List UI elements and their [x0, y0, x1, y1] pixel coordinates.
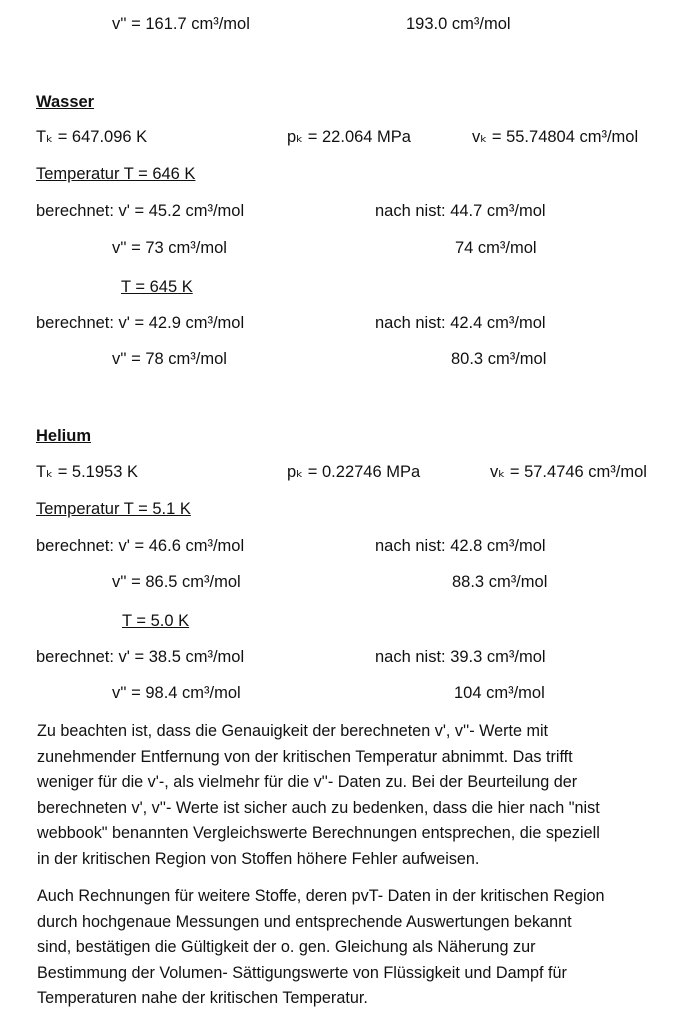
paragraph-validation-note [37, 884, 679, 1012]
wasser-temp2-label: T = 645 K [121, 278, 193, 296]
paragraph-line: Bestimmung der Volumen- Sättigungswerte von Flüssigkeit und Dampf für [37, 963, 567, 982]
paragraph-line: webbook" benannten Vergleichswerte Berechnungen entsprechen, die speziell [37, 824, 600, 843]
paragraph-line: durch hochgenaue Messungen und entsprechende Auswertungen bekannt [37, 912, 572, 931]
paragraph-line: sind, bestätigen die Gültigkeit der o. gen. Gleichung als Näherung zur [37, 938, 536, 957]
wasser-pk: pₖ = 22.064 MPa [287, 128, 411, 146]
helium-temp2-v1-calc: berechnet: v' = 38.5 cm³/mol [36, 648, 245, 666]
helium-temp2-v2-calc: v'' = 98.4 cm³/mol [112, 684, 241, 702]
wasser-temp1-v1-nist: nach nist: 44.7 cm³/mol [375, 202, 546, 220]
helium-temp1-label: Temperatur T = 5.1 K [36, 500, 191, 518]
helium-temp2-v1-nist: nach nist: 39.3 cm³/mol [375, 648, 546, 666]
helium-temp1-v1-nist: nach nist: 42.8 cm³/mol [375, 537, 546, 555]
helium-vk: vₖ = 57.4746 cm³/mol [490, 463, 647, 481]
top-v2-calc: v'' = 161.7 cm³/mol [112, 15, 250, 33]
paragraph-line: zunehmender Entfernung von der kritischen Temperatur abnimmt. Das trifft [37, 747, 573, 766]
wasser-temp2-v2-calc: v'' = 78 cm³/mol [112, 350, 227, 368]
section-heading-wasser: Wasser [36, 93, 95, 111]
wasser-temp1-v1-calc: berechnet: v' = 45.2 cm³/mol [36, 202, 245, 220]
helium-temp1-v2-calc: v'' = 86.5 cm³/mol [112, 573, 241, 591]
paragraph-line: in der kritischen Region von Stoffen höhere Fehler aufweisen. [37, 849, 480, 868]
paragraph-line: Zu beachten ist, dass die Genauigkeit der berechneten v', v''- Werte mit [37, 722, 549, 740]
helium-tk: Tₖ = 5.1953 K [36, 463, 138, 481]
wasser-vk: vₖ = 55.74804 cm³/mol [472, 128, 639, 146]
paragraph-line: weniger für die v'-, als vielmehr für die v''- Daten zu. Bei der Beurteilung der [37, 773, 578, 792]
paragraph-line: berechneten v', v''- Werte ist sicher auch zu bedenken, dass die hier nach "nist [37, 798, 600, 817]
paragraph-line: Temperaturen nahe der kritischen Temperatur. [37, 989, 368, 1008]
wasser-temp2-v1-nist: nach nist: 42.4 cm³/mol [375, 314, 546, 332]
helium-temp2-label: T = 5.0 K [122, 612, 190, 630]
paragraph-accuracy-note [37, 719, 679, 873]
section-heading-helium: Helium [36, 427, 92, 445]
wasser-temp2-v2-nist: 80.3 cm³/mol [451, 350, 547, 368]
wasser-tk: Tₖ = 647.096 K [36, 128, 148, 146]
wasser-temp1-v2-nist: 74 cm³/mol [455, 239, 537, 257]
wasser-temp1-label: Temperatur T = 646 K [36, 165, 196, 183]
helium-temp1-v1-calc: berechnet: v' = 46.6 cm³/mol [36, 537, 245, 555]
top-v2-nist: 193.0 cm³/mol [406, 15, 511, 33]
wasser-temp2-v1-calc: berechnet: v' = 42.9 cm³/mol [36, 314, 245, 332]
helium-temp2-v2-nist: 104 cm³/mol [454, 684, 545, 702]
wasser-temp1-v2-calc: v'' = 73 cm³/mol [112, 239, 227, 257]
helium-temp1-v2-nist: 88.3 cm³/mol [452, 573, 548, 591]
helium-pk: pₖ = 0.22746 MPa [287, 463, 421, 481]
paragraph-line: Auch Rechnungen für weitere Stoffe, deren pvT- Daten in der kritischen Region [37, 887, 605, 905]
